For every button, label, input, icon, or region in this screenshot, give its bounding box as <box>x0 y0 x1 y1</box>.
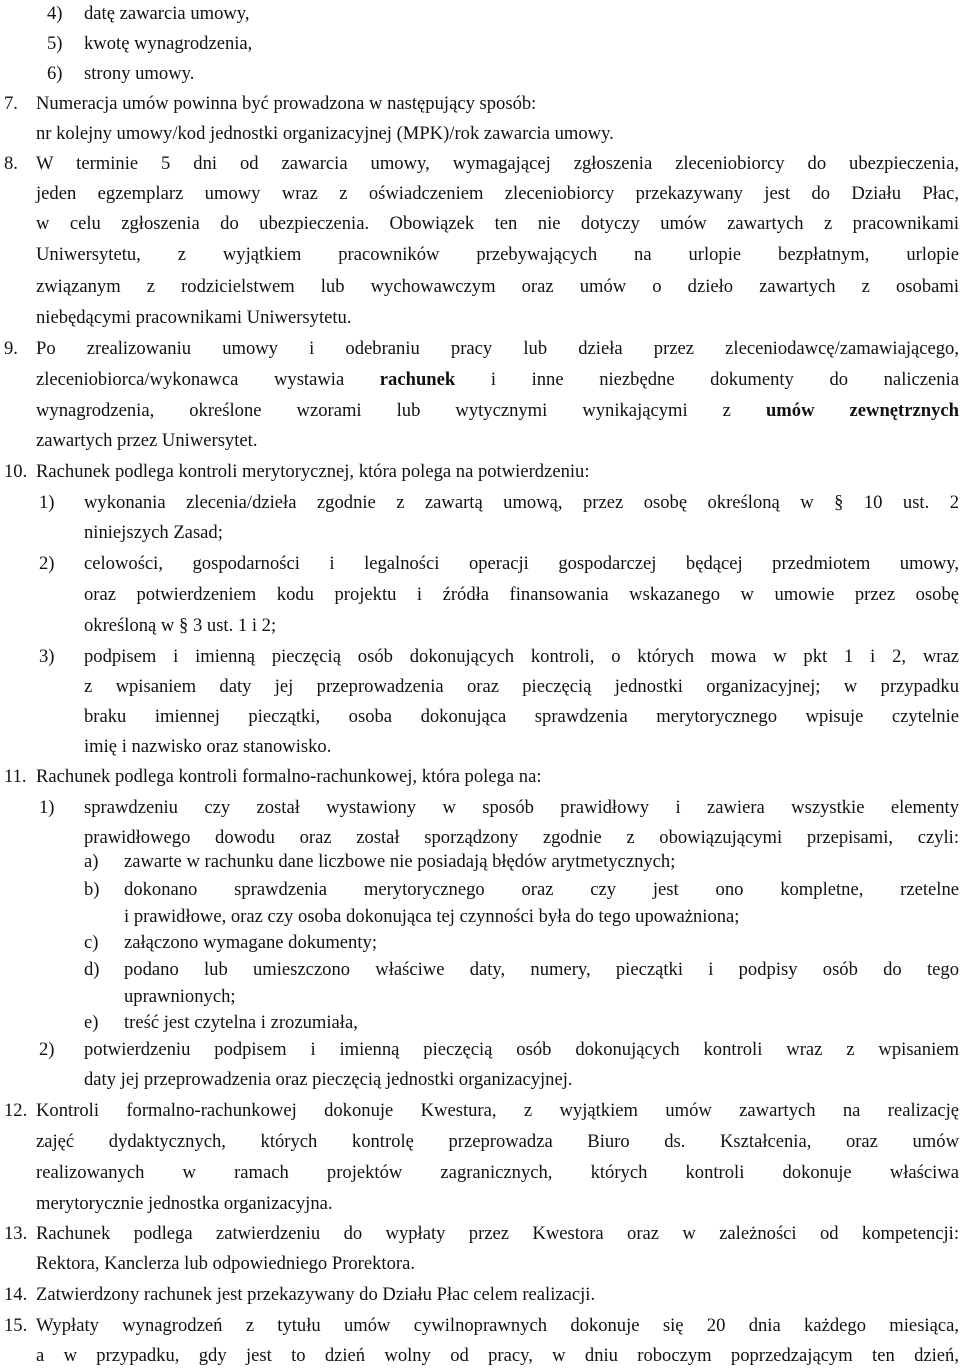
paragraph-line: zajęć dydaktycznych, których kontrolę przeprowadza Biuro ds. Kształcenia, oraz umów <box>36 1131 959 1152</box>
sublist-item-line: dokonano sprawdzenia merytorycznego oraz czy jest ono kompletne, rzetelne <box>124 879 959 900</box>
paragraph-line: realizowanych w ramach projektów zagranicznych, których kontroli dokonuje właściwa <box>36 1162 959 1183</box>
paragraph-line <box>36 396 959 426</box>
paragraph-line: a w przypadku, gdy jest to dzień wolny od pracy, w dniu roboczym poprzedzającym ten dzień, <box>36 1345 959 1366</box>
paragraph-line: Kontroli formalno-rachunkowej dokonuje Kwestura, z wyjątkiem umów zawartych na realizację <box>36 1100 959 1121</box>
list-number: 1) <box>39 797 55 818</box>
paragraph-line: Wypłaty wynagrodzeń z tytułu umów cywilnoprawnych dokonuje się 20 dnia każdego miesiąca, <box>36 1315 959 1336</box>
paragraph-line: merytorycznie jednostka organizacyjna. <box>36 1193 333 1214</box>
paragraph-line: nr kolejny umowy/kod jednostki organizacyjnej (MPK)/rok zawarcia umowy. <box>36 123 614 144</box>
list-item-line: potwierdzeniu podpisem i imienną pieczęcią osób dokonujących kontroli wraz z wpisaniem <box>84 1039 959 1060</box>
paragraph-number: 11. <box>4 766 27 787</box>
list-number: 1) <box>39 492 55 513</box>
sublist-item-line: zawarte w rachunku dane liczbowe nie posiadają błędów arytmetycznych; <box>124 851 676 872</box>
list-item-line: imię i nazwisko oraz stanowisko. <box>84 736 332 757</box>
list-item-line: braku imiennej pieczątki, osoba dokonująca sprawdzenia merytorycznego wpisuje czytelnie <box>84 706 959 727</box>
paragraph-line: w celu zgłoszenia do ubezpieczenia. Obowiązek ten nie dotyczy umów zawartych z pracownikami <box>36 213 959 234</box>
text-run: zleceniobiorca/wykonawca wystawia <box>36 369 380 390</box>
list-item-text: datę zawarcia umowy, <box>84 3 250 24</box>
paragraph-line: Zatwierdzony rachunek jest przekazywany do Działu Płac celem realizacji. <box>36 1284 596 1305</box>
list-number: 2) <box>39 1039 55 1060</box>
text-run: i inne niezbędne dokumenty do naliczenia <box>455 369 959 390</box>
sublist-item-line: załączono wymagane dokumenty; <box>124 932 377 953</box>
paragraph-line: W terminie 5 dni od zawarcia umowy, wymagającej zgłoszenia zleceniobiorcy do ubezpieczenia, <box>36 153 959 174</box>
paragraph-number: 13. <box>4 1223 28 1244</box>
sublist-item-line: uprawnionych; <box>124 986 236 1007</box>
list-item-line: podpisem i imienną pieczęcią osób dokonujących kontroli, o których mowa w pkt 1 i 2, wraz <box>84 646 959 667</box>
paragraph-number: 9. <box>4 338 18 359</box>
paragraph-line: niebędącymi pracownikami Uniwersytetu. <box>36 307 352 328</box>
emphasis-umow-zewnetrznych: umów zewnętrznych <box>765 400 959 421</box>
list-item-line: z wpisaniem daty jej przeprowadzenia oraz pieczęcią jednostki organizacyjnej; w przypadku <box>84 676 959 697</box>
emphasis-rachunek: rachunek <box>379 369 456 390</box>
paragraph-line: Numeracja umów powinna być prowadzona w następujący sposób: <box>36 93 537 114</box>
list-number: 4) <box>47 3 63 24</box>
paragraph-number: 8. <box>4 153 18 174</box>
list-number: 2) <box>39 553 55 574</box>
list-item-line: celowości, gospodarności i legalności operacji gospodarczej będącej przedmiotem umowy, <box>84 553 959 574</box>
sublist-item-line: i prawidłowe, oraz czy osoba dokonująca tej czynności była do tego upoważniona; <box>124 906 740 927</box>
paragraph-line: Po zrealizowaniu umowy i odebraniu pracy lub dzieła przez zleceniodawcę/zamawiającego, <box>36 338 959 359</box>
list-item-line: określoną w § 3 ust. 1 i 2; <box>84 615 277 636</box>
sublist-letter: e) <box>84 1012 99 1033</box>
list-number: 5) <box>47 33 63 54</box>
sublist-letter: b) <box>84 879 100 900</box>
paragraph-line <box>36 365 959 395</box>
list-item-line: niniejszych Zasad; <box>84 522 223 543</box>
paragraph-line: związanym z rodzicielstwem lub wychowawczym oraz umów o dzieło zawartych z osobami <box>36 276 959 297</box>
sublist-letter: c) <box>84 932 99 953</box>
paragraph-number: 7. <box>4 93 18 114</box>
paragraph-line: Uniwersytetu, z wyjątkiem pracowników przebywających na urlopie bezpłatnym, urlopie <box>36 244 959 265</box>
paragraph-number: 15. <box>4 1315 28 1336</box>
list-item-line: prawidłowego dowodu oraz został sporządzony zgodnie z obowiązującymi przepisami, czyli: <box>84 827 959 848</box>
list-item-text: strony umowy. <box>84 63 195 84</box>
text-run: wynagrodzenia, określone wzorami lub wytycznymi wynikającymi z <box>36 400 766 421</box>
list-number: 3) <box>39 646 55 667</box>
list-item-line: sprawdzeniu czy został wystawiony w sposób prawidłowy i zawiera wszystkie elementy <box>84 797 959 818</box>
sublist-letter: a) <box>84 851 99 872</box>
sublist-item-line: treść jest czytelna i zrozumiała, <box>124 1012 358 1033</box>
sublist-letter: d) <box>84 959 100 980</box>
list-item-line: oraz potwierdzeniem kodu projektu i źródła finansowania wskazanego w umowie przez osobę <box>84 584 959 605</box>
paragraph-line: Rachunek podlega kontroli formalno-rachunkowej, która polega na: <box>36 766 542 787</box>
paragraph-line: Rektora, Kanclerza lub odpowiedniego Prorektora. <box>36 1253 415 1274</box>
sublist-item-line: podano lub umieszczono właściwe daty, numery, pieczątki i podpisy osób do tego <box>124 959 959 980</box>
list-item-line: wykonania zlecenia/dzieła zgodnie z zawartą umową, przez osobę określoną w § 10 ust. 2 <box>84 492 959 513</box>
list-number: 6) <box>47 63 63 84</box>
paragraph-line: Rachunek podlega zatwierdzeniu do wypłaty przez Kwestora oraz w zależności od kompetencji: <box>36 1223 959 1244</box>
paragraph-line: jeden egzemplarz umowy wraz z oświadczeniem zleceniobiorcy przekazywany jest do Działu Płac, <box>36 183 959 204</box>
paragraph-line: Rachunek podlega kontroli merytorycznej, która polega na potwierdzeniu: <box>36 461 590 482</box>
list-item-line: daty jej przeprowadzenia oraz pieczęcią jednostki organizacyjnej. <box>84 1069 573 1090</box>
paragraph-number: 14. <box>4 1284 28 1305</box>
list-item-text: kwotę wynagrodzenia, <box>84 33 253 54</box>
paragraph-line: zawartych przez Uniwersytet. <box>36 430 258 451</box>
paragraph-number: 10. <box>4 461 28 482</box>
paragraph-number: 12. <box>4 1100 28 1121</box>
